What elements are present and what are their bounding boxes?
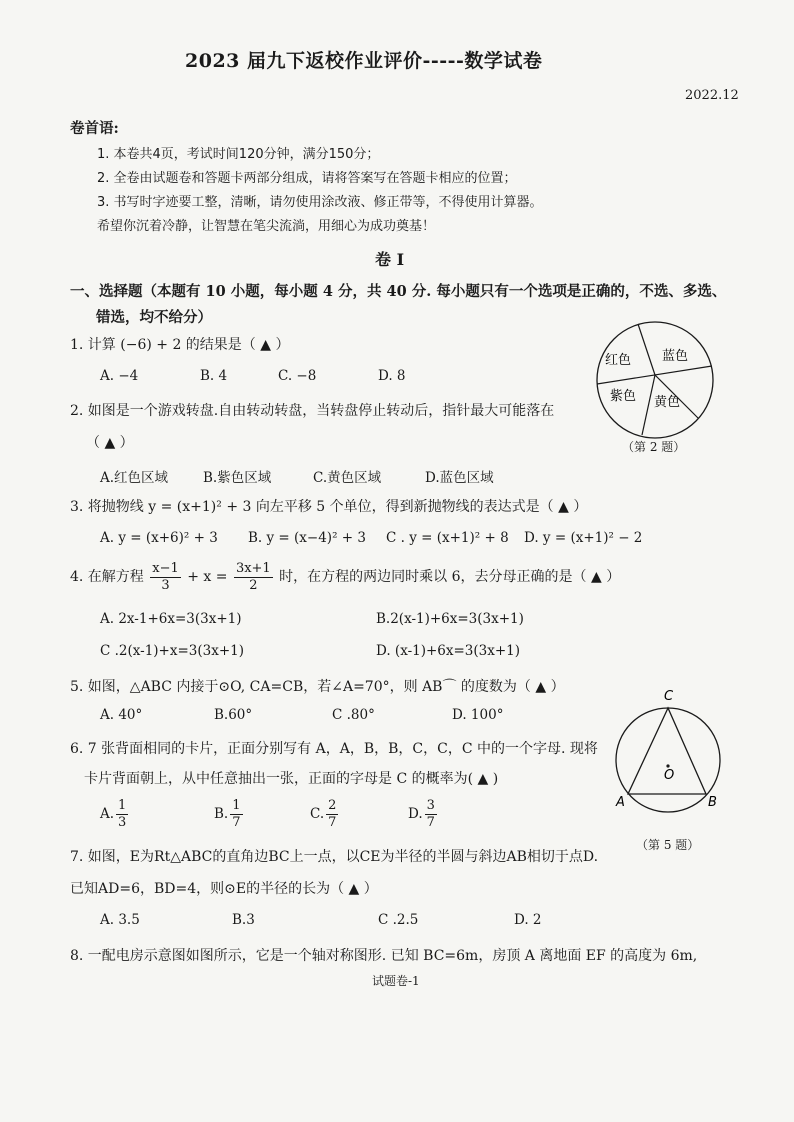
- q6-option-b-den: 7: [232, 815, 241, 830]
- q6-option-d-num: 3: [426, 798, 435, 813]
- circle-triangle-figure: [604, 682, 734, 822]
- spinner-label-yellow: 黄色: [654, 395, 681, 410]
- q6-option-d-label: D.: [408, 806, 423, 822]
- q5-option-b: B.60°: [214, 707, 253, 723]
- q4-option-c: C .2(x-1)+x=3(3x+1): [100, 643, 245, 659]
- q6-stem-line2: 卡片背面朝上，从中任意抽出一张，正面的字母是 C 的概率为( ▲ ): [84, 771, 499, 787]
- q6-option-c-num: 2: [328, 798, 337, 813]
- q7-stem-line1: 7. 如图，E为Rt△ABC的直角边BC上一点，以CE为半径的半圆与斜边AB相切于点D.: [70, 849, 599, 865]
- preface-line-1: 1. 本卷共4页，考试时间120分钟，满分150分；: [97, 147, 380, 162]
- vertex-label-a: A: [616, 795, 625, 810]
- exam-date: 2022.12: [685, 88, 739, 103]
- preface-line-3: 3. 书写时字迹要工整，清晰，请勿使用涂改液、修正带等，不得使用计算器。: [97, 195, 543, 210]
- q4-stem-post: 时，在方程的两边同时乘以 6，去分母正确的是（ ▲ ）: [279, 569, 621, 585]
- spinner-divider-upper: [638, 324, 655, 375]
- q7-option-c: C .2.5: [378, 912, 419, 928]
- q7-stem-line2: 已知AD=6，BD=4，则⊙E的半径的长为（ ▲ ）: [70, 881, 378, 897]
- q7-option-d: D. 2: [514, 912, 542, 928]
- preface-line-4: 希望你沉着冷静，让智慧在笔尖流淌，用细心为成功奠基！: [97, 219, 436, 234]
- center-label-o: O: [664, 768, 675, 783]
- q3-stem: 3. 将抛物线 y = (x+1)² + 3 向左平移 5 个单位，得到新抛物线的表达式是（ ▲ ）: [70, 499, 588, 515]
- vertex-label-b: B: [708, 795, 717, 810]
- q8-stem: 8. 一配电房示意图如图所示，它是一个轴对称图形. 已知 BC=6m，房顶 A 离地面 EF 的高度为 6m,: [70, 948, 698, 964]
- q2-option-b: B.紫色区域: [203, 470, 272, 486]
- q4-stem: [70, 560, 620, 594]
- q4-option-b: B.2(x-1)+6x=3(3x+1): [376, 611, 524, 627]
- q5-option-d: D. 100°: [452, 707, 504, 723]
- q2-stem-line1: 2. 如图是一个游戏转盘.自由转动转盘，当转盘停止转动后，指针最大可能落在: [70, 403, 555, 419]
- q6-option-a-label: A.: [100, 806, 115, 822]
- q3-option-a: A. y = (x+6)² + 3: [100, 530, 218, 546]
- spinner-figure: [590, 318, 730, 458]
- q6-option-a-num: 1: [118, 798, 127, 813]
- q1-option-d: D. 8: [378, 368, 406, 384]
- q6-option-a: [100, 798, 130, 831]
- q5-stem: 5. 如图，△ABC 内接于⊙O, CA=CB，若∠A=70°，则 AB⌒ 的度数为（ ▲ ）: [70, 679, 565, 695]
- q2-stem-line2: （ ▲ ）: [86, 435, 134, 451]
- spinner-label-purple: 紫色: [610, 389, 637, 404]
- q6-option-a-den: 3: [118, 815, 127, 830]
- section-heading-line1: 一、选择题（本题有 10 小题，每小题 4 分，共 40 分. 每小题只有一个选项是正确的，不选、多选、: [70, 283, 727, 300]
- q4-option-a: A. 2x-1+6x=3(3x+1): [100, 611, 242, 627]
- page-footer: 试题卷-1: [372, 974, 420, 988]
- figure2-caption: （第 2 题）: [622, 440, 686, 454]
- q1-option-a: A. −4: [100, 368, 139, 384]
- q4-stem-mid: + x =: [187, 569, 228, 585]
- q6-option-c-fraction: [326, 798, 338, 831]
- q2-option-a: A.红色区域: [100, 470, 169, 486]
- q4-fraction-right-den: 2: [249, 577, 258, 593]
- q5-option-c: C .80°: [332, 707, 375, 723]
- exam-title: 2023 届九下返校作业评价-----数学试卷: [185, 50, 543, 72]
- q6-option-b-label: B.: [214, 806, 229, 822]
- q6-option-c-label: C.: [310, 806, 325, 822]
- q3-option-b: B. y = (x−4)² + 3: [248, 530, 366, 546]
- q6-option-a-fraction: [116, 798, 128, 831]
- preface-line-2: 2. 全卷由试题卷和答题卡两部分组成，请将答案写在答题卡相应的位置；: [97, 171, 517, 186]
- q6-option-d: [408, 798, 439, 831]
- q6-option-d-den: 7: [426, 815, 435, 830]
- q7-option-a: A. 3.5: [100, 912, 140, 928]
- circle-o: [616, 708, 720, 812]
- q3-option-d: D. y = (x+1)² − 2: [524, 530, 643, 546]
- q6-option-b-num: 1: [232, 798, 241, 813]
- figure5-caption: （第 5 题）: [636, 838, 700, 852]
- q1-stem: 1. 计算 (−6) + 2 的结果是（ ▲ ）: [70, 337, 290, 353]
- q6-option-b: [214, 798, 245, 831]
- q3-option-c: C . y = (x+1)² + 8: [386, 530, 509, 546]
- q7-option-b: B.3: [232, 912, 255, 928]
- q6-stem-line1: 6. 7 张背面相同的卡片，正面分别写有 A，A，B，B，C，C，C 中的一个字母. 现将: [70, 741, 598, 757]
- section-heading-line2: 错选，均不给分）: [96, 309, 212, 326]
- q6-option-b-fraction: [230, 798, 242, 831]
- q4-stem-pre: 4. 在解方程: [70, 569, 144, 585]
- vertex-label-c: C: [664, 689, 674, 704]
- q4-fraction-left-den: 3: [161, 577, 170, 593]
- q6-option-c-den: 7: [328, 815, 337, 830]
- q1-option-b: B. 4: [200, 368, 228, 384]
- q1-option-c: C. −8: [278, 368, 317, 384]
- q6-option-d-fraction: [425, 798, 437, 831]
- q4-option-d: D. (x-1)+6x=3(3x+1): [376, 643, 521, 659]
- q4-fraction-right: [234, 561, 273, 594]
- q5-option-a: A. 40°: [100, 707, 143, 723]
- q4-fraction-left: [150, 561, 181, 594]
- spinner-label-blue: 蓝色: [662, 349, 689, 364]
- q4-fraction-right-num: 3x+1: [235, 560, 271, 576]
- q6-option-c: [310, 798, 340, 831]
- q2-option-c: C.黄色区域: [313, 470, 382, 486]
- q2-option-d: D.蓝色区域: [425, 470, 494, 486]
- spinner-circle: [597, 322, 713, 438]
- volume-title: 卷 I: [375, 250, 405, 269]
- spinner-label-red: 红色: [605, 353, 632, 368]
- q4-fraction-left-num: x−1: [152, 560, 179, 576]
- preface-heading: 卷首语:: [70, 120, 119, 137]
